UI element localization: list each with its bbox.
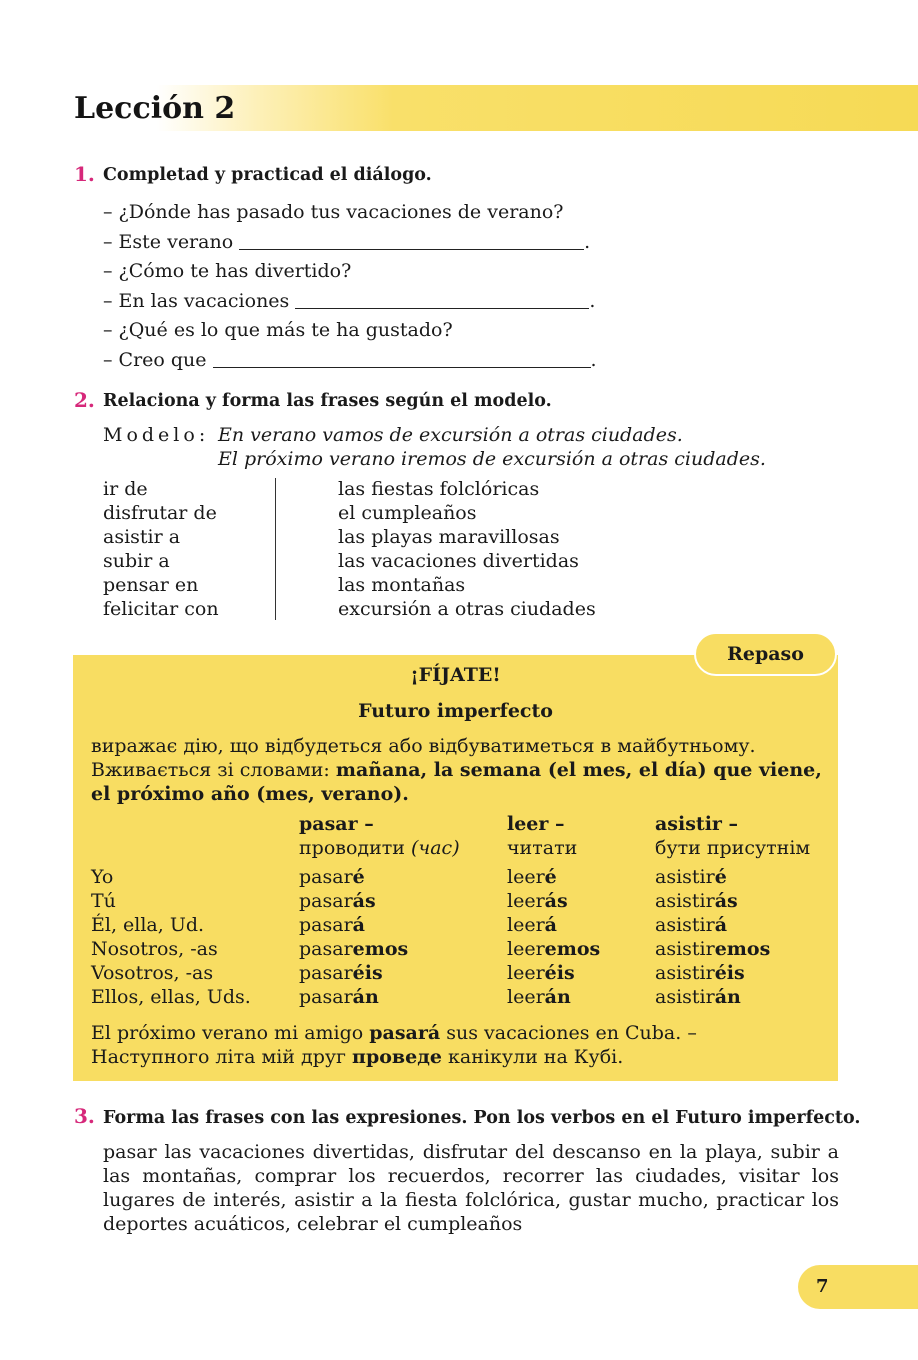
verb-ending: éis [352, 962, 383, 984]
example-sentence-es [91, 1021, 697, 1045]
conjugated-form [299, 937, 408, 961]
conjugation-list [507, 865, 600, 1009]
verb-stem: pasar [299, 986, 353, 1008]
match-right-item: las fiestas folclóricas [338, 478, 540, 500]
dialog-list [103, 198, 597, 376]
lesson-title: Lección 2 [74, 91, 236, 126]
conjugated-form [507, 961, 600, 985]
exercise-2-number: 2. [74, 388, 95, 412]
example-uk-verb: проведе [352, 1046, 442, 1068]
dialog-line [103, 346, 597, 376]
conjugated-form [299, 865, 408, 889]
pronoun: Él, ella, Ud. [91, 914, 205, 936]
verb-ending: án [352, 986, 379, 1008]
verb-stem: leer [507, 986, 545, 1008]
verb-ending: éis [714, 962, 745, 984]
verb-column-pasar [299, 812, 460, 1008]
column-divider [275, 478, 276, 620]
conjugated-form [299, 889, 408, 913]
verb-translation-text: читати [507, 837, 578, 859]
verb-ending: emos [352, 938, 409, 960]
dialog-line-end: . [589, 289, 596, 312]
verb-column-asistir [655, 812, 811, 1008]
match-right-item: el cumpleaños [338, 502, 477, 524]
verb-ending: é [352, 866, 365, 888]
example-es-verb: pasará [369, 1022, 441, 1044]
conjugated-form [655, 913, 770, 937]
verb-stem: asistir [655, 890, 715, 912]
example-uk-post: канікули на Кубі. [441, 1046, 624, 1068]
exercise-3-number: 3. [74, 1104, 95, 1128]
verb-stem: asistir [655, 962, 715, 984]
pronoun: Yo [91, 866, 114, 888]
dialog-line-text: – Este verano [103, 230, 234, 253]
page-number: 7 [816, 1276, 829, 1297]
verb-stem: asistir [655, 938, 715, 960]
match-right-column [338, 477, 596, 621]
match-left-item: asistir a [103, 526, 181, 548]
match-right-item: las montañas [338, 574, 466, 596]
verb-stem: leer [507, 914, 545, 936]
verb-stem: pasar [299, 938, 353, 960]
dialog-line [103, 287, 597, 317]
verb-stem: leer [507, 938, 545, 960]
verb-infinitive: asistir – [655, 813, 739, 835]
conjugation-list [299, 865, 408, 1009]
match-left-column [103, 477, 219, 621]
verb-stem: leer [507, 866, 545, 888]
verb-stem: asistir [655, 986, 715, 1008]
conjugated-form [507, 913, 600, 937]
match-left-item: disfrutar de [103, 502, 217, 524]
dialog-line [103, 198, 597, 228]
model-sentence-1: En verano vamos de excursión a otras ciudades. [218, 424, 683, 446]
verb-stem: leer [507, 962, 545, 984]
conjugated-form [507, 937, 600, 961]
verb-stem: pasar [299, 866, 353, 888]
example-uk-pre: Наступного літа мій друг [91, 1046, 353, 1068]
verb-infinitive: leer – [507, 813, 565, 835]
verb-ending: á [352, 914, 365, 936]
dialog-line-text: – Creo que [103, 348, 207, 371]
pronoun: Tú [91, 890, 116, 912]
exercise-3-expressions: pasar las vacaciones divertidas, disfrutar del descanso en la playa, subir a las montañas, comprar los recuerdos, recorrer las ciudades, visitar los lugares de interés, asistir a la fiesta folclórica, gustar mucho, practicar los deportes acuáticos, celebrar el cumpleaños [103, 1141, 839, 1235]
verb-ending: é [714, 866, 727, 888]
verb-ending: éis [544, 962, 575, 984]
match-left-item: subir a [103, 550, 170, 572]
conjugated-form [299, 913, 408, 937]
pronoun: Ellos, ellas, Uds. [91, 986, 251, 1008]
dialog-line-text: – ¿Cómo te has divertido? [103, 260, 352, 283]
pronoun: Vosotros, -as [91, 962, 214, 984]
match-right-item: las playas maravillosas [338, 526, 560, 548]
exercise-3-title: Forma las frases con las expresiones. Pon los verbos en el Futuro imperfecto. [103, 1108, 861, 1128]
dialog-line [103, 316, 597, 346]
match-right-item: excursión a otras ciudades [338, 598, 596, 620]
grammar-definition: виражає дію, що відбудеться або відбуватиметься в майбутньому. [91, 735, 756, 757]
verb-stem: leer [507, 890, 545, 912]
fill-in-blank[interactable] [213, 347, 591, 368]
verb-ending: ás [352, 890, 376, 912]
verb-ending: á [544, 914, 557, 936]
model-sentence-2: El próximo verano iremos de excursión a otras ciudades. [218, 448, 766, 470]
grammar-usage-line [91, 758, 822, 782]
verb-stem: asistir [655, 866, 715, 888]
verb-infinitive: pasar – [299, 813, 374, 835]
fill-in-blank[interactable] [295, 288, 589, 309]
verb-translation-text: бути присутнім [655, 837, 811, 859]
verb-ending: ás [714, 890, 738, 912]
example-sentence-uk [91, 1045, 623, 1069]
dialog-line [103, 257, 597, 287]
dialog-line-text: – En las vacaciones [103, 289, 290, 312]
verb-ending: án [714, 986, 741, 1008]
conjugated-form [507, 985, 600, 1009]
conjugated-form [507, 865, 600, 889]
verb-translation [507, 836, 577, 860]
verb-translation [299, 836, 460, 860]
pronoun: Nosotros, -as [91, 938, 218, 960]
example-es-post: sus vacaciones en Cuba. – [440, 1022, 697, 1044]
conjugated-form [299, 985, 408, 1009]
dialog-line [103, 228, 597, 258]
conjugated-form [655, 865, 770, 889]
verb-stem: asistir [655, 914, 715, 936]
exercise-1-title: Completad y practicad el diálogo. [103, 165, 432, 185]
conjugated-form [299, 961, 408, 985]
dialog-line-text: – ¿Qué es lo que más te ha gustado? [103, 319, 453, 342]
exercise-2-title: Relaciona y forma las frases según el modelo. [103, 391, 552, 411]
dialog-line-end: . [590, 348, 597, 371]
verb-stem: pasar [299, 914, 353, 936]
match-left-item: pensar en [103, 574, 199, 596]
conjugated-form [655, 985, 770, 1009]
match-left-item: ir de [103, 478, 148, 500]
match-right-item: las vacaciones divertidas [338, 550, 579, 572]
verb-translation-note: (час) [411, 837, 460, 859]
usage-keywords: mañana, la semana (el mes, el día) que viene, [335, 759, 822, 781]
verb-ending: emos [714, 938, 771, 960]
conjugation-list [655, 865, 770, 1009]
pronoun-list [91, 865, 251, 1009]
verb-stem: pasar [299, 962, 353, 984]
verb-ending: á [714, 914, 728, 936]
conjugated-form [655, 889, 770, 913]
fill-in-blank[interactable] [239, 229, 584, 250]
usage-intro: Вживається зі словами: [91, 759, 336, 781]
example-es-pre: El próximo verano mi amigo [91, 1022, 370, 1044]
conjugated-form [655, 961, 770, 985]
verb-column-leer [507, 812, 601, 1008]
dialog-line-end: . [584, 230, 591, 253]
dialog-line-text: – ¿Dónde has pasado tus vacaciones de verano? [103, 201, 564, 223]
verb-translation-text: проводити [299, 837, 405, 859]
verb-translation [655, 836, 810, 860]
verb-ending: án [544, 986, 571, 1008]
model-label: Modelo: [103, 424, 210, 446]
fijate-heading: ¡FÍJATE! [410, 664, 501, 686]
conjugated-form [507, 889, 600, 913]
repaso-tab: Repaso [694, 632, 837, 676]
exercise-1-number: 1. [74, 162, 95, 186]
usage-keywords-2: el próximo año (mes, verano). [91, 783, 409, 805]
verb-stem: pasar [299, 890, 353, 912]
verb-ending: ás [544, 890, 568, 912]
verb-ending: é [544, 866, 557, 888]
match-left-item: felicitar con [103, 598, 219, 620]
verb-ending: emos [544, 938, 601, 960]
grammar-title: Futuro imperfecto [358, 700, 553, 722]
conjugated-form [655, 937, 770, 961]
